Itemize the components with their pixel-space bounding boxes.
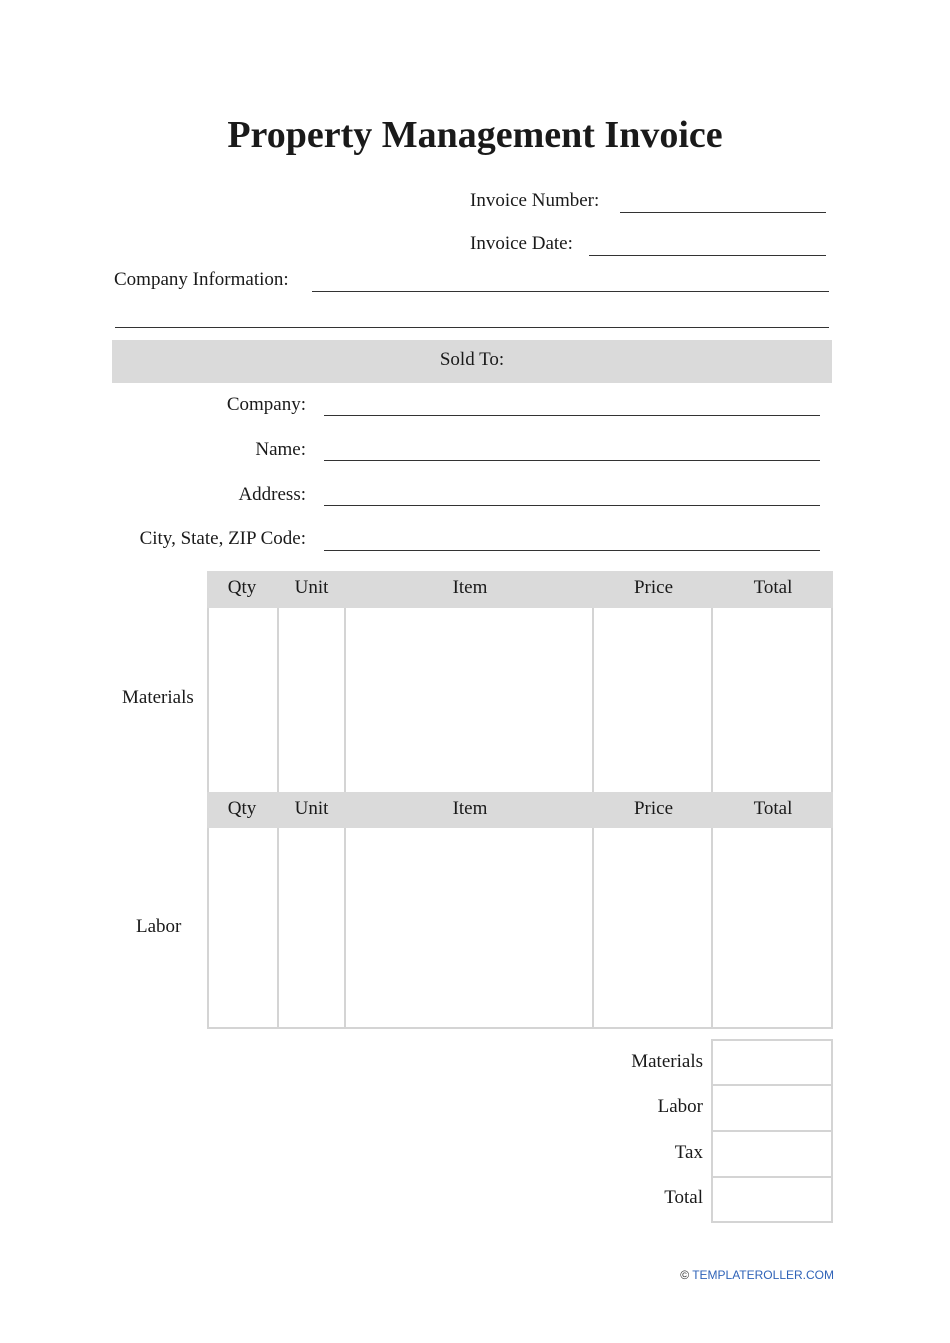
totals-materials-box[interactable] [711, 1039, 833, 1086]
sold-to-address-field[interactable] [324, 505, 820, 506]
footer-credit [680, 1268, 834, 1282]
materials-col-qty: Qty [227, 577, 257, 598]
labor-qty-cell[interactable] [207, 828, 279, 1027]
totals-labor-box[interactable] [711, 1084, 833, 1132]
sold-to-city-state-zip-label: City, State, ZIP Code: [139, 528, 306, 549]
materials-qty-cell[interactable] [207, 608, 279, 792]
templateroller-link[interactable]: TEMPLATEROLLER.COM [692, 1268, 834, 1282]
materials-section-label: Materials [122, 687, 194, 708]
labor-col-total: Total [753, 798, 793, 819]
labor-total-cell[interactable] [713, 828, 833, 1027]
totals-total-box[interactable] [711, 1176, 833, 1223]
totals-total-label: Total [664, 1187, 703, 1208]
labor-col-item: Item [452, 798, 488, 819]
copyright-symbol: © [680, 1268, 690, 1282]
company-information-field[interactable] [312, 291, 829, 292]
company-information-label: Company Information: [114, 269, 289, 290]
sold-to-name-label: Name: [255, 439, 306, 460]
invoice-number-field[interactable] [620, 212, 826, 213]
materials-price-cell[interactable] [594, 608, 713, 792]
labor-col-qty: Qty [227, 798, 257, 819]
totals-tax-label: Tax [674, 1142, 703, 1163]
sold-to-city-state-zip-field[interactable] [324, 550, 820, 551]
labor-col-unit: Unit [294, 798, 329, 819]
materials-col-price: Price [633, 577, 674, 598]
sold-to-name-field[interactable] [324, 460, 820, 461]
labor-section-label: Labor [136, 916, 182, 937]
materials-total-cell[interactable] [713, 608, 833, 792]
labor-unit-cell[interactable] [277, 828, 346, 1027]
labor-item-cell[interactable] [346, 828, 594, 1027]
sold-to-address-label: Address: [238, 484, 306, 505]
labor-price-cell[interactable] [594, 828, 713, 1027]
invoice-date-label: Invoice Date: [470, 233, 573, 254]
sold-to-company-field[interactable] [324, 415, 820, 416]
totals-tax-box[interactable] [711, 1130, 833, 1178]
materials-item-cell[interactable] [346, 608, 594, 792]
materials-col-total: Total [753, 577, 793, 598]
company-information-field-2[interactable] [115, 327, 829, 328]
materials-col-item: Item [452, 577, 488, 598]
invoice-date-field[interactable] [589, 255, 826, 256]
sold-to-company-label: Company: [226, 394, 306, 415]
totals-materials-label: Materials [631, 1051, 703, 1072]
labor-col-price: Price [633, 798, 674, 819]
invoice-number-label: Invoice Number: [470, 190, 600, 211]
page-title: Property Management Invoice [227, 114, 723, 156]
totals-labor-label: Labor [657, 1096, 703, 1117]
sold-to-heading: Sold To: [439, 349, 505, 370]
materials-unit-cell[interactable] [277, 608, 346, 792]
materials-col-unit: Unit [294, 577, 329, 598]
